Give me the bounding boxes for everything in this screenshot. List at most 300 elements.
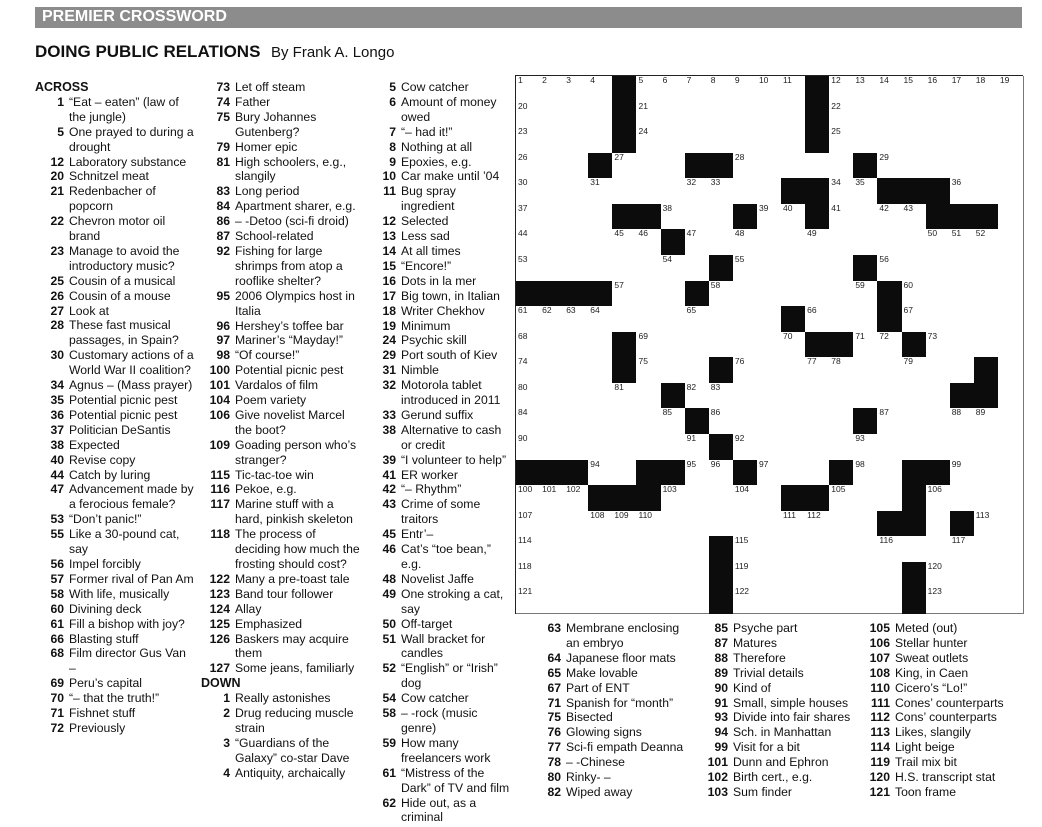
grid-cell[interactable] [757, 383, 783, 410]
grid-cell[interactable] [877, 460, 903, 487]
grid-cell[interactable] [805, 281, 831, 308]
grid-cell[interactable] [733, 434, 759, 461]
grid-cell[interactable] [926, 102, 952, 129]
grid-cell[interactable] [540, 127, 566, 154]
grid-cell[interactable] [781, 511, 807, 538]
grid-cell[interactable] [974, 434, 1000, 461]
grid-cell[interactable] [685, 229, 711, 256]
grid-cell[interactable] [853, 562, 879, 589]
grid-cell[interactable] [685, 127, 711, 154]
grid-cell[interactable] [757, 153, 783, 180]
grid-cell[interactable] [564, 178, 590, 205]
grid-cell[interactable] [757, 587, 783, 614]
grid-cell[interactable] [781, 76, 807, 103]
grid-cell[interactable] [926, 229, 952, 256]
grid-cell[interactable] [636, 536, 662, 563]
grid-cell[interactable] [781, 562, 807, 589]
grid-cell[interactable] [805, 460, 831, 487]
grid-cell[interactable] [950, 76, 976, 103]
grid-cell[interactable] [588, 536, 614, 563]
grid-cell[interactable] [757, 127, 783, 154]
grid-cell[interactable] [950, 281, 976, 308]
grid-cell[interactable] [733, 536, 759, 563]
grid-cell[interactable] [516, 332, 542, 359]
grid-cell[interactable] [661, 127, 687, 154]
grid-cell[interactable] [926, 357, 952, 384]
grid-cell[interactable] [902, 281, 928, 308]
grid-cell[interactable] [612, 460, 638, 487]
grid-cell[interactable] [877, 204, 903, 231]
grid-cell[interactable] [805, 255, 831, 282]
grid-cell[interactable] [902, 153, 928, 180]
grid-cell[interactable] [636, 408, 662, 435]
grid-cell[interactable] [685, 562, 711, 589]
grid-cell[interactable] [685, 357, 711, 384]
grid-cell[interactable] [516, 204, 542, 231]
grid-cell[interactable] [781, 332, 807, 359]
grid-cell[interactable] [733, 76, 759, 103]
grid-cell[interactable] [950, 229, 976, 256]
grid-cell[interactable] [588, 587, 614, 614]
grid-cell[interactable] [926, 587, 952, 614]
grid-cell[interactable] [661, 153, 687, 180]
grid-cell[interactable] [733, 587, 759, 614]
grid-cell[interactable] [588, 102, 614, 129]
grid-cell[interactable] [998, 127, 1024, 154]
grid-cell[interactable] [902, 408, 928, 435]
grid-cell[interactable] [564, 408, 590, 435]
grid-cell[interactable] [757, 76, 783, 103]
grid-cell[interactable] [853, 332, 879, 359]
grid-cell[interactable] [853, 434, 879, 461]
grid-cell[interactable] [974, 460, 1000, 487]
grid-cell[interactable] [926, 306, 952, 333]
grid-cell[interactable] [709, 511, 735, 538]
grid-cell[interactable] [853, 536, 879, 563]
grid-cell[interactable] [781, 281, 807, 308]
grid-cell[interactable] [950, 434, 976, 461]
grid-cell[interactable] [781, 102, 807, 129]
grid-cell[interactable] [612, 511, 638, 538]
grid-cell[interactable] [998, 306, 1024, 333]
grid-cell[interactable] [974, 306, 1000, 333]
grid-cell[interactable] [588, 562, 614, 589]
grid-cell[interactable] [588, 229, 614, 256]
grid-cell[interactable] [926, 281, 952, 308]
grid-cell[interactable] [902, 306, 928, 333]
grid-cell[interactable] [540, 332, 566, 359]
grid-cell[interactable] [564, 511, 590, 538]
grid-cell[interactable] [998, 408, 1024, 435]
grid-cell[interactable] [853, 76, 879, 103]
grid-cell[interactable] [950, 357, 976, 384]
grid-cell[interactable] [685, 485, 711, 512]
grid-cell[interactable] [540, 587, 566, 614]
grid-cell[interactable] [805, 587, 831, 614]
grid-cell[interactable] [636, 383, 662, 410]
grid-cell[interactable] [853, 485, 879, 512]
grid-cell[interactable] [805, 153, 831, 180]
grid-cell[interactable] [612, 153, 638, 180]
grid-cell[interactable] [636, 102, 662, 129]
grid-cell[interactable] [540, 434, 566, 461]
grid-cell[interactable] [877, 357, 903, 384]
grid-cell[interactable] [974, 332, 1000, 359]
grid-cell[interactable] [781, 127, 807, 154]
grid-cell[interactable] [998, 383, 1024, 410]
grid-cell[interactable] [853, 383, 879, 410]
grid-cell[interactable] [612, 408, 638, 435]
grid-cell[interactable] [926, 434, 952, 461]
grid-cell[interactable] [661, 102, 687, 129]
grid-cell[interactable] [926, 153, 952, 180]
grid-cell[interactable] [516, 485, 542, 512]
grid-cell[interactable] [685, 204, 711, 231]
grid-cell[interactable] [588, 357, 614, 384]
grid-cell[interactable] [733, 332, 759, 359]
grid-cell[interactable] [564, 383, 590, 410]
grid-cell[interactable] [829, 434, 855, 461]
grid-cell[interactable] [733, 153, 759, 180]
grid-cell[interactable] [661, 76, 687, 103]
grid-cell[interactable] [974, 485, 1000, 512]
grid-cell[interactable] [877, 153, 903, 180]
grid-cell[interactable] [709, 383, 735, 410]
grid-cell[interactable] [829, 76, 855, 103]
grid-cell[interactable] [564, 434, 590, 461]
grid-cell[interactable] [685, 76, 711, 103]
grid-cell[interactable] [829, 306, 855, 333]
grid-cell[interactable] [877, 332, 903, 359]
grid-cell[interactable] [516, 306, 542, 333]
grid-cell[interactable] [829, 178, 855, 205]
grid-cell[interactable] [685, 306, 711, 333]
grid-cell[interactable] [540, 306, 566, 333]
grid-cell[interactable] [612, 281, 638, 308]
grid-cell[interactable] [877, 383, 903, 410]
grid-cell[interactable] [902, 383, 928, 410]
grid-cell[interactable] [950, 536, 976, 563]
grid-cell[interactable] [733, 511, 759, 538]
grid-cell[interactable] [588, 511, 614, 538]
grid-cell[interactable] [516, 587, 542, 614]
grid-cell[interactable] [636, 153, 662, 180]
grid-cell[interactable] [877, 587, 903, 614]
grid-cell[interactable] [661, 332, 687, 359]
grid-cell[interactable] [588, 383, 614, 410]
grid-cell[interactable] [877, 434, 903, 461]
grid-cell[interactable] [781, 357, 807, 384]
grid-cell[interactable] [757, 332, 783, 359]
grid-cell[interactable] [564, 76, 590, 103]
grid-cell[interactable] [516, 511, 542, 538]
grid-cell[interactable] [974, 127, 1000, 154]
grid-cell[interactable] [733, 562, 759, 589]
grid-cell[interactable] [950, 408, 976, 435]
grid-cell[interactable] [516, 76, 542, 103]
grid-cell[interactable] [757, 281, 783, 308]
grid-cell[interactable] [588, 306, 614, 333]
grid-cell[interactable] [974, 536, 1000, 563]
grid-cell[interactable] [636, 357, 662, 384]
grid-cell[interactable] [829, 127, 855, 154]
grid-cell[interactable] [636, 511, 662, 538]
grid-cell[interactable] [805, 536, 831, 563]
grid-cell[interactable] [781, 153, 807, 180]
grid-cell[interactable] [733, 102, 759, 129]
grid-cell[interactable] [733, 306, 759, 333]
grid-cell[interactable] [998, 76, 1024, 103]
grid-cell[interactable] [612, 255, 638, 282]
grid-cell[interactable] [733, 408, 759, 435]
grid-cell[interactable] [685, 587, 711, 614]
grid-cell[interactable] [877, 562, 903, 589]
grid-cell[interactable] [757, 229, 783, 256]
grid-cell[interactable] [757, 102, 783, 129]
grid-cell[interactable] [998, 102, 1024, 129]
grid-cell[interactable] [998, 204, 1024, 231]
grid-cell[interactable] [805, 408, 831, 435]
grid-cell[interactable] [661, 357, 687, 384]
grid-cell[interactable] [636, 562, 662, 589]
grid-cell[interactable] [902, 255, 928, 282]
grid-cell[interactable] [540, 102, 566, 129]
grid-cell[interactable] [757, 562, 783, 589]
grid-cell[interactable] [829, 204, 855, 231]
grid-cell[interactable] [540, 383, 566, 410]
grid-cell[interactable] [902, 102, 928, 129]
grid-cell[interactable] [564, 127, 590, 154]
grid-cell[interactable] [588, 255, 614, 282]
grid-cell[interactable] [612, 562, 638, 589]
grid-cell[interactable] [733, 281, 759, 308]
grid-cell[interactable] [636, 127, 662, 154]
grid-cell[interactable] [853, 306, 879, 333]
grid-cell[interactable] [998, 536, 1024, 563]
grid-cell[interactable] [853, 102, 879, 129]
grid-cell[interactable] [709, 178, 735, 205]
grid-cell[interactable] [540, 76, 566, 103]
grid-cell[interactable] [998, 460, 1024, 487]
grid-cell[interactable] [636, 178, 662, 205]
grid-cell[interactable] [733, 229, 759, 256]
grid-cell[interactable] [661, 485, 687, 512]
grid-cell[interactable] [612, 178, 638, 205]
grid-cell[interactable] [661, 178, 687, 205]
grid-cell[interactable] [974, 511, 1000, 538]
grid-cell[interactable] [685, 255, 711, 282]
grid-cell[interactable] [661, 204, 687, 231]
grid-cell[interactable] [805, 357, 831, 384]
grid-cell[interactable] [902, 357, 928, 384]
grid-cell[interactable] [781, 229, 807, 256]
grid-cell[interactable] [540, 178, 566, 205]
grid-cell[interactable] [781, 434, 807, 461]
grid-cell[interactable] [540, 562, 566, 589]
grid-cell[interactable] [950, 102, 976, 129]
grid-cell[interactable] [564, 204, 590, 231]
grid-cell[interactable] [709, 281, 735, 308]
grid-cell[interactable] [709, 76, 735, 103]
grid-cell[interactable] [829, 357, 855, 384]
grid-cell[interactable] [998, 562, 1024, 589]
grid-cell[interactable] [829, 485, 855, 512]
grid-cell[interactable] [685, 434, 711, 461]
grid-cell[interactable] [636, 281, 662, 308]
grid-cell[interactable] [540, 357, 566, 384]
grid-cell[interactable] [877, 255, 903, 282]
grid-cell[interactable] [902, 127, 928, 154]
grid-cell[interactable] [829, 511, 855, 538]
grid-cell[interactable] [998, 434, 1024, 461]
grid-cell[interactable] [733, 383, 759, 410]
grid-cell[interactable] [950, 153, 976, 180]
grid-cell[interactable] [564, 587, 590, 614]
grid-cell[interactable] [588, 127, 614, 154]
grid-cell[interactable] [636, 587, 662, 614]
grid-cell[interactable] [829, 153, 855, 180]
grid-cell[interactable] [950, 306, 976, 333]
grid-cell[interactable] [757, 460, 783, 487]
grid-cell[interactable] [661, 255, 687, 282]
grid-cell[interactable] [733, 255, 759, 282]
grid-cell[interactable] [516, 102, 542, 129]
grid-cell[interactable] [829, 102, 855, 129]
grid-cell[interactable] [781, 536, 807, 563]
grid-cell[interactable] [829, 383, 855, 410]
grid-cell[interactable] [998, 255, 1024, 282]
grid-cell[interactable] [661, 562, 687, 589]
grid-cell[interactable] [950, 587, 976, 614]
grid-cell[interactable] [877, 76, 903, 103]
grid-cell[interactable] [757, 306, 783, 333]
grid-cell[interactable] [757, 536, 783, 563]
grid-cell[interactable] [950, 255, 976, 282]
grid-cell[interactable] [998, 357, 1024, 384]
grid-cell[interactable] [564, 306, 590, 333]
grid-cell[interactable] [516, 383, 542, 410]
grid-cell[interactable] [877, 229, 903, 256]
grid-cell[interactable] [853, 587, 879, 614]
grid-cell[interactable] [516, 178, 542, 205]
grid-cell[interactable] [733, 178, 759, 205]
grid-cell[interactable] [564, 102, 590, 129]
grid-cell[interactable] [974, 153, 1000, 180]
grid-cell[interactable] [516, 229, 542, 256]
grid-cell[interactable] [781, 408, 807, 435]
grid-cell[interactable] [877, 408, 903, 435]
grid-cell[interactable] [564, 485, 590, 512]
grid-cell[interactable] [974, 281, 1000, 308]
grid-cell[interactable] [612, 587, 638, 614]
grid-cell[interactable] [661, 434, 687, 461]
grid-cell[interactable] [709, 306, 735, 333]
grid-cell[interactable] [661, 408, 687, 435]
grid-cell[interactable] [926, 76, 952, 103]
grid-cell[interactable] [926, 383, 952, 410]
grid-cell[interactable] [636, 434, 662, 461]
grid-cell[interactable] [974, 587, 1000, 614]
grid-cell[interactable] [829, 281, 855, 308]
grid-cell[interactable] [829, 587, 855, 614]
grid-cell[interactable] [902, 204, 928, 231]
grid-cell[interactable] [926, 408, 952, 435]
grid-cell[interactable] [877, 536, 903, 563]
grid-cell[interactable] [757, 434, 783, 461]
grid-cell[interactable] [612, 434, 638, 461]
grid-cell[interactable] [661, 536, 687, 563]
grid-cell[interactable] [829, 408, 855, 435]
grid-cell[interactable] [974, 562, 1000, 589]
grid-cell[interactable] [950, 562, 976, 589]
grid-cell[interactable] [805, 562, 831, 589]
grid-cell[interactable] [709, 204, 735, 231]
grid-cell[interactable] [588, 178, 614, 205]
grid-cell[interactable] [661, 281, 687, 308]
grid-cell[interactable] [612, 383, 638, 410]
grid-cell[interactable] [540, 485, 566, 512]
grid-cell[interactable] [685, 511, 711, 538]
grid-cell[interactable] [588, 460, 614, 487]
grid-cell[interactable] [636, 229, 662, 256]
grid-cell[interactable] [709, 127, 735, 154]
grid-cell[interactable] [950, 127, 976, 154]
grid-cell[interactable] [540, 511, 566, 538]
grid-cell[interactable] [540, 229, 566, 256]
grid-cell[interactable] [877, 102, 903, 129]
grid-cell[interactable] [733, 127, 759, 154]
grid-cell[interactable] [805, 511, 831, 538]
grid-cell[interactable] [564, 229, 590, 256]
grid-cell[interactable] [757, 511, 783, 538]
grid-cell[interactable] [540, 536, 566, 563]
grid-cell[interactable] [612, 306, 638, 333]
grid-cell[interactable] [709, 102, 735, 129]
grid-cell[interactable] [564, 536, 590, 563]
grid-cell[interactable] [853, 229, 879, 256]
grid-cell[interactable] [709, 460, 735, 487]
grid-cell[interactable] [661, 511, 687, 538]
grid-cell[interactable] [926, 127, 952, 154]
grid-cell[interactable] [709, 485, 735, 512]
grid-cell[interactable] [805, 383, 831, 410]
grid-cell[interactable] [926, 562, 952, 589]
grid-cell[interactable] [540, 204, 566, 231]
grid-cell[interactable] [540, 153, 566, 180]
grid-cell[interactable] [636, 76, 662, 103]
grid-cell[interactable] [516, 127, 542, 154]
grid-cell[interactable] [757, 255, 783, 282]
grid-cell[interactable] [685, 332, 711, 359]
grid-cell[interactable] [950, 332, 976, 359]
grid-cell[interactable] [733, 485, 759, 512]
grid-cell[interactable] [757, 357, 783, 384]
grid-cell[interactable] [564, 153, 590, 180]
grid-cell[interactable] [998, 153, 1024, 180]
grid-cell[interactable] [636, 255, 662, 282]
grid-cell[interactable] [998, 485, 1024, 512]
grid-cell[interactable] [588, 204, 614, 231]
grid-cell[interactable] [685, 460, 711, 487]
grid-cell[interactable] [588, 434, 614, 461]
grid-cell[interactable] [709, 408, 735, 435]
grid-cell[interactable] [781, 204, 807, 231]
grid-cell[interactable] [974, 76, 1000, 103]
grid-cell[interactable] [685, 536, 711, 563]
grid-cell[interactable] [588, 332, 614, 359]
grid-cell[interactable] [516, 153, 542, 180]
grid-cell[interactable] [757, 178, 783, 205]
